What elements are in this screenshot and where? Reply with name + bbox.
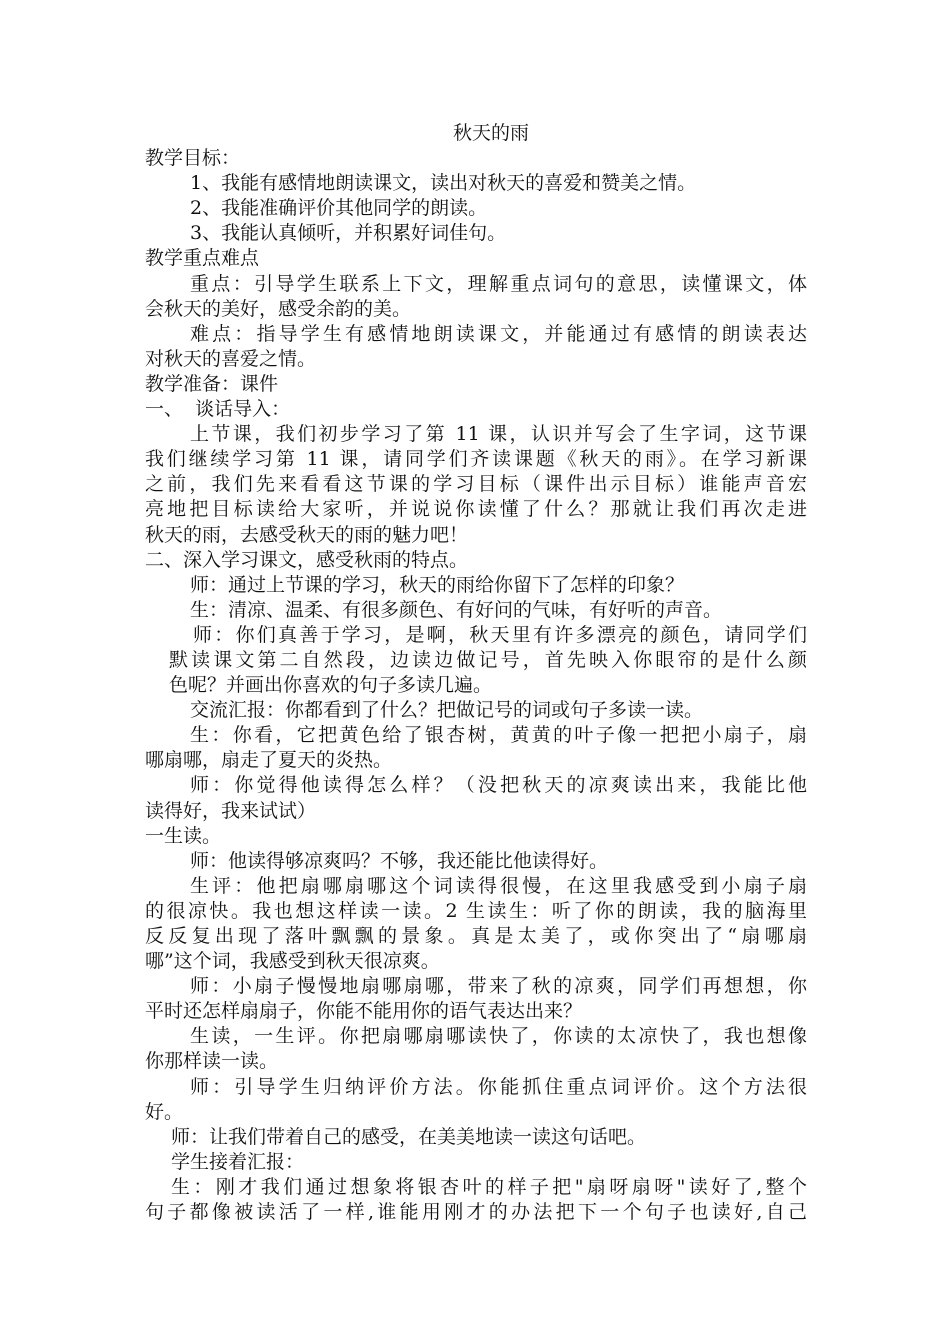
text-line: 的很凉快。我也想这样读一读。2 生读生：听了你的朗读，我的脑海里 xyxy=(145,899,807,922)
text-line: 平时还怎样扇扇子，你能不能用你的语气表达出来？ xyxy=(145,1000,583,1023)
text-line: 哪”这个词，我感受到秋天很凉爽。 xyxy=(145,950,440,973)
text-line: 师：小扇子慢慢地扇哪扇哪，带来了秋的凉爽，同学们再想想，你 xyxy=(190,975,807,998)
text-line: 交流汇报：你都看到了什么？把做记号的词或句子多读一读。 xyxy=(190,699,704,722)
text-line: 师：通过上节课的学习，秋天的雨给你留下了怎样的印象？ xyxy=(190,573,685,596)
heading-key-points: 教学重点难点 xyxy=(145,247,260,270)
heading-preparation: 教学准备：课件 xyxy=(145,372,279,395)
text-line: 反反复出现了落叶飘飘的景象。真是太美了，或你突出了“扇哪扇 xyxy=(145,925,807,947)
document-title: 秋天的雨 xyxy=(452,122,529,144)
text-line: 色呢？并画出你喜欢的句子多读几遍。 xyxy=(169,674,493,697)
text-line: 师：你觉得他读得怎么样？（没把秋天的凉爽读出来，我能比他 xyxy=(190,774,807,797)
text-line: 你那样读一读。 xyxy=(145,1050,279,1073)
document-page xyxy=(145,121,807,1225)
objective-2: 2、我能准确评价其他同学的朗读。 xyxy=(190,197,488,220)
text-line: 对秋天的喜爱之情。 xyxy=(145,347,317,370)
section-heading-2: 二、深入学习课文，感受秋雨的特点。 xyxy=(145,548,469,571)
text-line: 生：清凉、温柔、有很多颜色、有好问的气味，有好听的声音。 xyxy=(190,598,723,621)
text-line: 生评：他把扇哪扇哪这个词读得很慢，在这里我感受到小扇子扇 xyxy=(190,874,807,897)
text-line: 亮地把目标读给大家听，并说说你读懂了什么？那就让我们再次走进 xyxy=(145,498,807,521)
objective-3: 3、我能认真倾听，并积累好词佳句。 xyxy=(190,222,507,245)
text-line: 师：你们真善于学习，是啊，秋天里有许多漂亮的颜色，请同学们 xyxy=(193,623,807,646)
text-line: 生：刚才我们通过想象将银杏叶的样子把"扇呀扇呀"读好了,整个 xyxy=(171,1175,807,1198)
text-line: 学生接着汇报： xyxy=(171,1150,305,1173)
section-heading-1: 一、 谈话导入： xyxy=(145,398,291,421)
text-line: 之前，我们先来看看这节课的学习目标（课件出示目标）谁能声音宏 xyxy=(145,473,807,496)
text-line: 师：引导学生归纳评价方法。你能抓住重点词评价。这个方法很 xyxy=(190,1075,807,1098)
text-line: 师：让我们带着自己的感受，在美美地读一读这句话吧。 xyxy=(171,1125,647,1148)
text-line: 师：他读得够凉爽吗？不够，我还能比他读得好。 xyxy=(190,849,609,872)
text-line: 生读，一生评。你把扇哪扇哪读快了，你读的太凉快了，我也想像 xyxy=(190,1025,807,1048)
text-line: 读得好，我来试试） xyxy=(145,799,317,822)
text-line: 难点：指导学生有感情地朗读课文，并能通过有感情的朗读表达 xyxy=(190,322,807,345)
text-line: 生：你看，它把黄色给了银杏树，黄黄的叶子像一把把小扇子，扇 xyxy=(190,724,807,747)
text-line: 秋天的雨，去感受秋天的雨的魅力吧！ xyxy=(145,523,469,546)
heading-objectives: 教学目标： xyxy=(145,147,241,170)
text-line: 会秋天的美好，感受余韵的美。 xyxy=(145,297,412,320)
text-line: 上节课，我们初步学习了第 11 课，认识并写会了生字词，这节课 xyxy=(190,423,807,446)
objective-1: 1、我能有感情地朗读课文，读出对秋天的喜爱和赞美之情。 xyxy=(190,172,697,195)
text-line: 哪扇哪，扇走了夏天的炎热。 xyxy=(145,749,393,772)
text-line: 好。 xyxy=(145,1100,184,1123)
text-line: 句子都像被读活了一样,谁能用刚才的办法把下一个句子也读好,自己 xyxy=(145,1201,807,1224)
text-line: 一生读。 xyxy=(145,824,222,847)
text-line: 重点：引导学生联系上下文，理解重点词句的意思，读懂课文，体 xyxy=(190,272,807,295)
text-line: 我们继续学习第 11 课，请同学们齐读课题《秋天的雨》。在学习新课 xyxy=(145,448,807,471)
text-line: 默读课文第二自然段，边读边做记号，首先映入你眼帘的是什么颜 xyxy=(169,648,807,671)
